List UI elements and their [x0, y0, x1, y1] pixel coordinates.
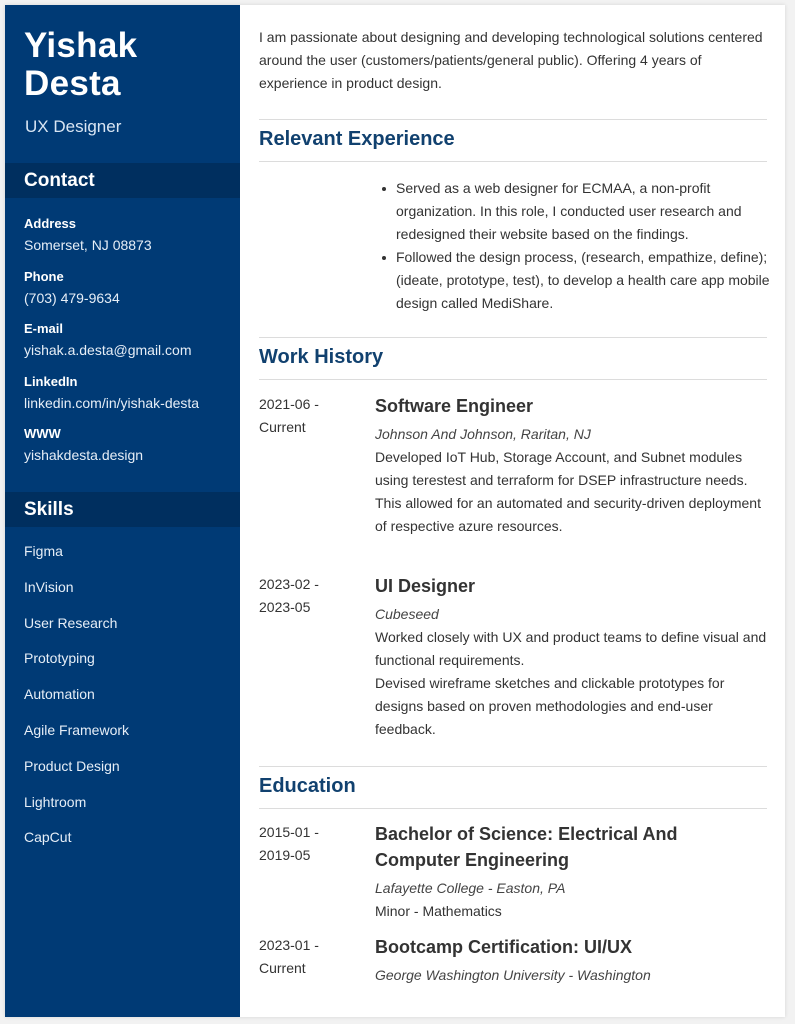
contact-label: Address	[24, 216, 77, 231]
contact-value: (703) 479-9634	[24, 289, 120, 306]
education-dates	[259, 821, 359, 867]
education-body	[375, 934, 767, 987]
contact-value: Somerset, NJ 08873	[24, 237, 152, 253]
contact-website	[24, 425, 199, 478]
job-dates	[259, 393, 359, 439]
skill-item: Agile Framework	[24, 721, 130, 738]
job-title: Software Engineer	[375, 396, 534, 416]
field-of-study: Electrical And Computer Engineering	[375, 824, 678, 870]
skill-item: User Research	[24, 614, 118, 631]
last-name: Desta	[24, 64, 121, 103]
job-employer: Cubeseed	[375, 606, 439, 622]
skill-item: InVision	[24, 578, 74, 595]
job-dates	[259, 573, 359, 619]
date-start: 2021-06 -	[259, 396, 319, 412]
skills-list	[24, 543, 129, 865]
contact-label: Phone	[24, 268, 64, 284]
first-name: Yishak	[24, 26, 138, 65]
job-title-header: UX Designer	[25, 117, 122, 136]
contact-email	[24, 320, 199, 373]
date-start: 2023-01 -	[259, 937, 319, 953]
date-end: 2023-05	[259, 599, 311, 615]
degree-line: Bachelor of Science: Electrical And Computer Engineering	[375, 824, 678, 870]
date-end: Current	[259, 419, 306, 435]
contact-list	[24, 215, 199, 478]
contact-heading: Contact	[5, 163, 240, 198]
skill-item: Automation	[24, 686, 95, 703]
degree: Bootcamp Certification	[375, 937, 574, 957]
skill-item: Figma	[24, 543, 63, 559]
skill-item: Lightroom	[24, 793, 87, 810]
degree-line: Bootcamp Certification: UI/UX	[375, 937, 633, 957]
contact-value[interactable]: linkedin.com/in/yishak-desta	[24, 394, 200, 411]
professional-summary: I am passionate about designing and developing technological solutions centered around the user (customers/patients/general public). Offering 4 years of experience in product design.	[259, 29, 763, 91]
candidate-name	[24, 27, 137, 103]
skill-item: Prototyping	[24, 650, 95, 667]
school: Lafayette College - Easton, PA	[375, 880, 566, 896]
resume-page	[5, 5, 785, 1017]
skill-item: Product Design	[24, 757, 120, 774]
contact-label: LinkedIn	[24, 373, 78, 389]
job-body	[375, 393, 767, 538]
skill-item: CapCut	[24, 829, 72, 846]
contact-value[interactable]: yishakdesta.design	[24, 447, 144, 464]
job-description: Worked closely with UX and product teams to define visual and functional requirements.	[375, 629, 767, 668]
job-employer: Johnson And Johnson, Raritan, NJ	[375, 426, 591, 442]
sidebar	[5, 5, 240, 1017]
experience-bullet: Followed the design process, (research, empathize, define); (ideate, prototype, test), to develop a health care app mobile design called MediShare.	[376, 246, 771, 315]
degree: Bachelor of Science	[375, 824, 548, 844]
relevant-experience-heading: Relevant Experience	[259, 119, 767, 162]
experience-bullet: Served as a web designer for ECMAA, a non-profit organization. In this role, I conducted user research and redesigned their website based on the findings.	[376, 177, 771, 246]
skills-heading: Skills	[5, 492, 240, 527]
education-note: Minor - Mathematics	[375, 903, 502, 919]
date-start: 2023-02 -	[259, 576, 319, 592]
experience-list	[376, 177, 771, 315]
education-dates	[259, 934, 359, 980]
education-heading: Education	[259, 766, 767, 809]
date-end: 2019-05	[259, 847, 311, 863]
job-description: Developed IoT Hub, Storage Account, and Subnet modules using terestest and terraform for DSEP infrastructure needs. This allowed for an automated and security-driven deployment of respective azure resources.	[375, 449, 761, 534]
job-title: UI Designer	[375, 576, 476, 596]
date-end: Current	[259, 960, 306, 976]
job-body	[375, 573, 767, 741]
contact-address	[24, 215, 199, 268]
field-of-study: UI/UX	[584, 937, 633, 957]
contact-phone	[24, 268, 199, 321]
work-history-heading: Work History	[259, 337, 767, 380]
contact-label: E-mail	[24, 321, 64, 337]
contact-value[interactable]: yishak.a.desta@gmail.com	[24, 342, 192, 359]
date-start: 2015-01 -	[259, 824, 319, 840]
contact-linkedin	[24, 373, 199, 426]
school: George Washington University - Washington	[375, 967, 651, 983]
contact-label: WWW	[24, 426, 61, 442]
education-body	[375, 821, 767, 923]
job-description: Devised wireframe sketches and clickable prototypes for designs based on proven methodologies and end-user feedback.	[375, 675, 725, 737]
